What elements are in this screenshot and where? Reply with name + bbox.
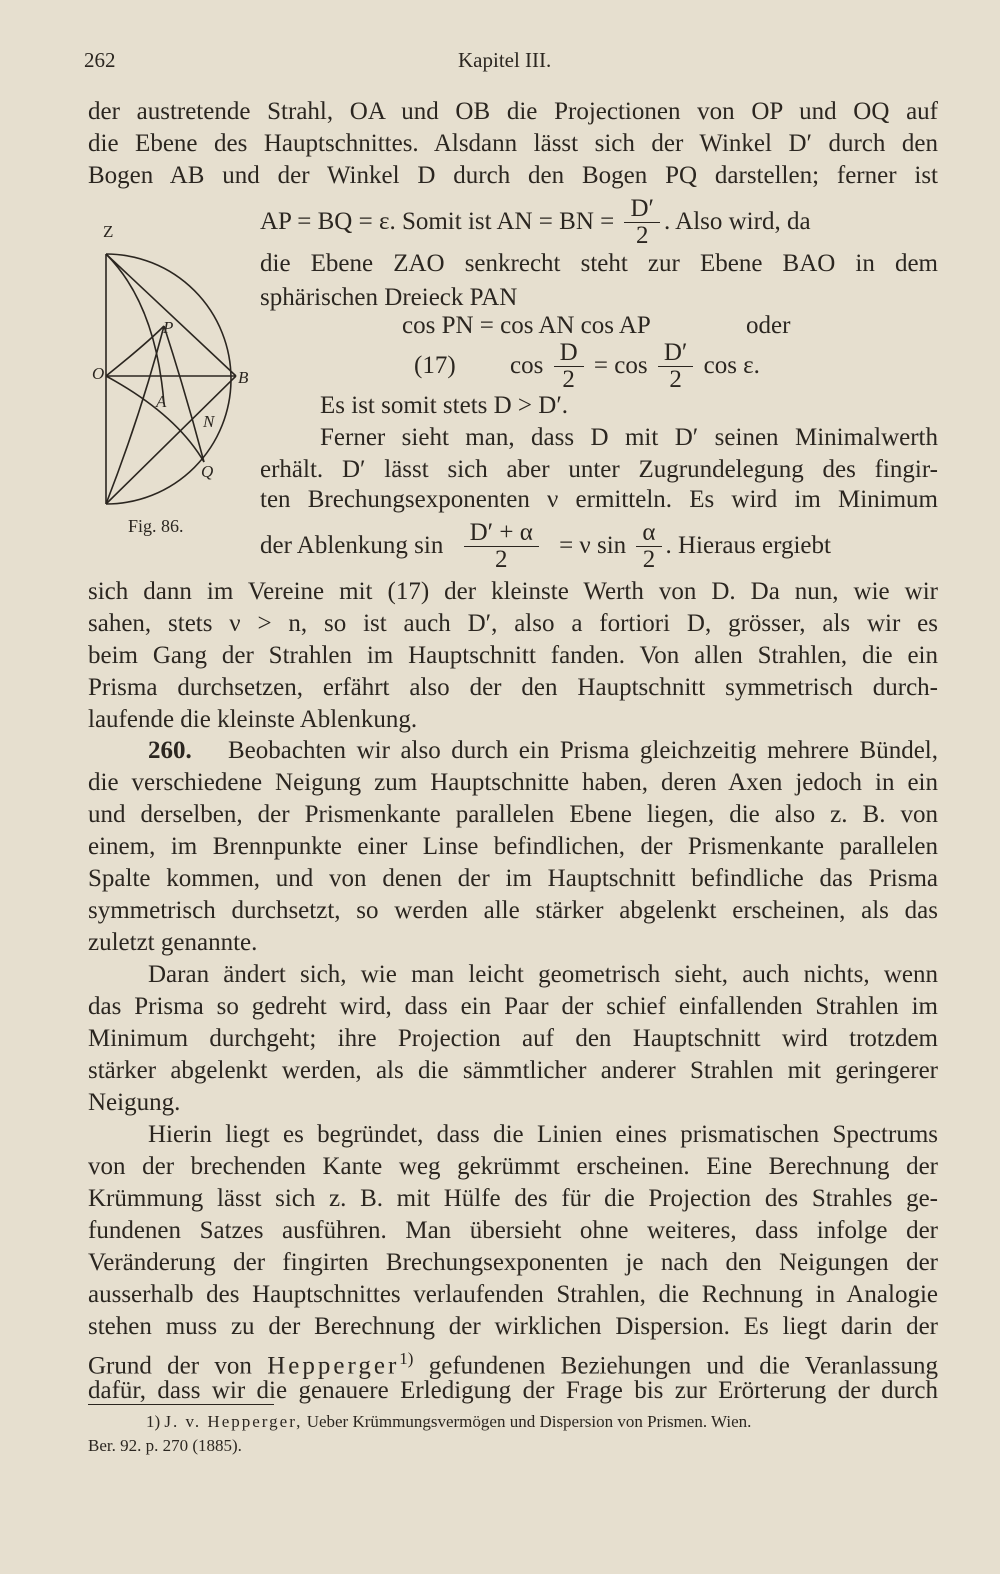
text-line: sich dann im Vereine mit (17) der kleinste Werth von D. Da nun, wie wir [88, 578, 938, 605]
equation-text: cos ε. [703, 352, 760, 379]
text-line: einem, im Brennpunkte einer Linse befindlichen, der Prismenkante parallelen [88, 833, 938, 860]
text-line: zuletzt genannte. [88, 929, 258, 956]
fraction [464, 520, 539, 573]
footnote-title: Ueber Krümmungsvermögen und Dispersion von Prismen. Wien. [306, 1412, 752, 1431]
figure-caption: Fig. 86. [128, 516, 184, 536]
text-line: Minimum durchgeht; ihre Projection auf den Hauptschnitt wird trotzdem [88, 1025, 938, 1052]
text-line: das Prisma so gedreht wird, dass ein Paar der schief einfallenden Strahlen im [88, 993, 938, 1020]
fraction [636, 520, 661, 573]
text-line: der austretende Strahl, OA und OB die Projectionen von OP und OQ auf [88, 98, 938, 125]
equation-line [260, 196, 811, 249]
fraction [554, 340, 584, 393]
figure-label-q: Q [201, 462, 214, 481]
fraction-denominator: 2 [494, 546, 508, 573]
text-line: laufende die kleinste Ablenkung. [88, 706, 418, 733]
equation-label: (17) [414, 352, 456, 379]
footnote-rule [88, 1404, 274, 1405]
line-bottom-b [106, 376, 236, 504]
text-line: ten Brechungsexponenten ν ermitteln. Es wird im Minimum [260, 486, 938, 513]
text-line: die Ebene des Hauptschnittes. Alsdann lässt sich der Winkel D′ durch den [88, 130, 938, 157]
equation-text: . Hieraus ergiebt [665, 532, 831, 559]
fraction [658, 340, 694, 393]
text-line: stehen muss zu der Berechnung der wirklichen Dispersion. Es liegt darin der [88, 1313, 938, 1340]
text-line: beim Gang der Strahlen im Hauptschnitt fanden. Von allen Strahlen, die ein [88, 642, 938, 669]
author-name: Hepperger [267, 1352, 400, 1380]
text-line: sphärischen Dreieck PAN [260, 284, 518, 311]
fraction [624, 196, 660, 249]
equation-text: . Also wird, da [664, 208, 811, 235]
text-line: Hierin liegt es begründet, dass die Linien eines prismatischen Spectrums [148, 1121, 938, 1148]
text-line: Ferner sieht man, dass D mit D′ seinen Minimalwerth [320, 424, 938, 451]
line-o-q [106, 376, 204, 462]
fraction-numerator: D′ + α [464, 520, 539, 547]
running-title: Kapitel III. [458, 48, 552, 72]
footnote-line [146, 1412, 751, 1432]
equation-text: = ν sin [559, 532, 627, 559]
text-line: Bogen AB und der Winkel D durch den Bogen PQ darstellen; ferner ist [88, 162, 938, 189]
text-line: die Ebene ZAO senkrecht steht zur Ebene BAO in dem [260, 250, 938, 277]
figure-label-z: Z [103, 222, 114, 241]
text-span: Grund der von [88, 1352, 252, 1380]
figure-label-p: P [163, 318, 174, 337]
text-line: Es ist somit stets D > D′. [320, 392, 569, 419]
text-line: die verschiedene Neigung zum Hauptschnitte haben, deren Axen jedoch in ein [88, 769, 938, 796]
text-line: Veränderung der fingirten Brechungsexponenten je nach den Neigungen der [88, 1249, 938, 1276]
figure-label-a: A [156, 392, 167, 411]
text-line: Krümmung lässt sich z. B. mit Hülfe des für die Projection des Strahles ge- [88, 1185, 938, 1212]
fraction-numerator: α [636, 520, 661, 547]
text-line: sahen, stets ν > n, so ist auch D′, also a fortiori D, grösser, als wir es [88, 610, 938, 637]
equation-text: cos [510, 352, 544, 379]
text-line: Prisma durchsetzen, erfährt also der den Hauptschnitt symmetrisch durch- [88, 674, 938, 701]
equation-cos-pn: cos PN = cos AN cos AP [402, 312, 651, 339]
footnote-marker: 1) [146, 1412, 161, 1431]
fraction-numerator: D [554, 340, 584, 367]
text-line: dafür, dass wir die genauere Erledigung der Frage bis zur Erörterung der durch [88, 1377, 938, 1404]
text-line: von der brechenden Kante weg gekrümmt erscheinen. Eine Berechnung der [88, 1153, 938, 1180]
fraction-denominator: 2 [562, 366, 575, 393]
footnote-line-2: Ber. 92. p. 270 (1885). [88, 1436, 242, 1455]
text-line: und derselben, der Prismenkante parallelen Ebene liegen, die also z. B. von [88, 801, 938, 828]
text-line: ausserhalb des Hauptschnittes verlaufenden Strahlen, die Rechnung in Analogie [88, 1281, 938, 1308]
figure-86-diagram [86, 224, 254, 524]
equation-text: AP = BQ = ε. Somit ist AN = BN = [260, 208, 615, 235]
text-line: fundenen Satzes ausführen. Man übersieht ohne weiteres, dass infolge der [88, 1217, 938, 1244]
text-line: symmetrisch durchsetzt, so werden alle stärker abgelenkt erscheinen, als das [88, 897, 938, 924]
text-line: stärker abgelenkt werden, als die sämmtlicher anderer Strahlen mit geringerer [88, 1057, 938, 1084]
text-line: Neigung. [88, 1089, 181, 1116]
text-line: erhält. D′ lässt sich aber unter Zugrundelegung des fingir- [260, 456, 938, 483]
equation-17 [510, 340, 760, 393]
fraction-numerator: D′ [658, 340, 694, 367]
text-line: Beobachten wir also durch ein Prisma gleichzeitig mehrere Bündel, [228, 737, 938, 764]
equation-text: = cos [593, 352, 648, 379]
fraction-denominator: 2 [642, 546, 656, 573]
fraction-denominator: 2 [669, 366, 682, 393]
text-span: gefundenen Beziehungen und die Veranlassung [428, 1352, 939, 1380]
footnote-author: J. v. Hepperger, [164, 1412, 303, 1431]
section-number: 260. [148, 737, 192, 764]
equation-text: der Ablenkung sin [260, 532, 444, 559]
figure-label-n: N [203, 412, 215, 431]
text-line: Daran ändert sich, wie man leicht geometrisch sieht, auch nichts, wenn [148, 961, 938, 988]
fraction-denominator: 2 [636, 222, 649, 249]
page-number: 262 [84, 48, 116, 72]
figure-label-o: O [92, 364, 105, 383]
fraction-numerator: D′ [624, 196, 660, 223]
figure-label-b: B [238, 368, 249, 387]
text-line: Spalte kommen, und von denen der im Hauptschnitt befindliche das Prisma [88, 865, 938, 892]
footnote-ref: 1) [399, 1349, 414, 1368]
equation-oder: oder [746, 312, 791, 339]
equation-ablenkung [260, 520, 831, 573]
